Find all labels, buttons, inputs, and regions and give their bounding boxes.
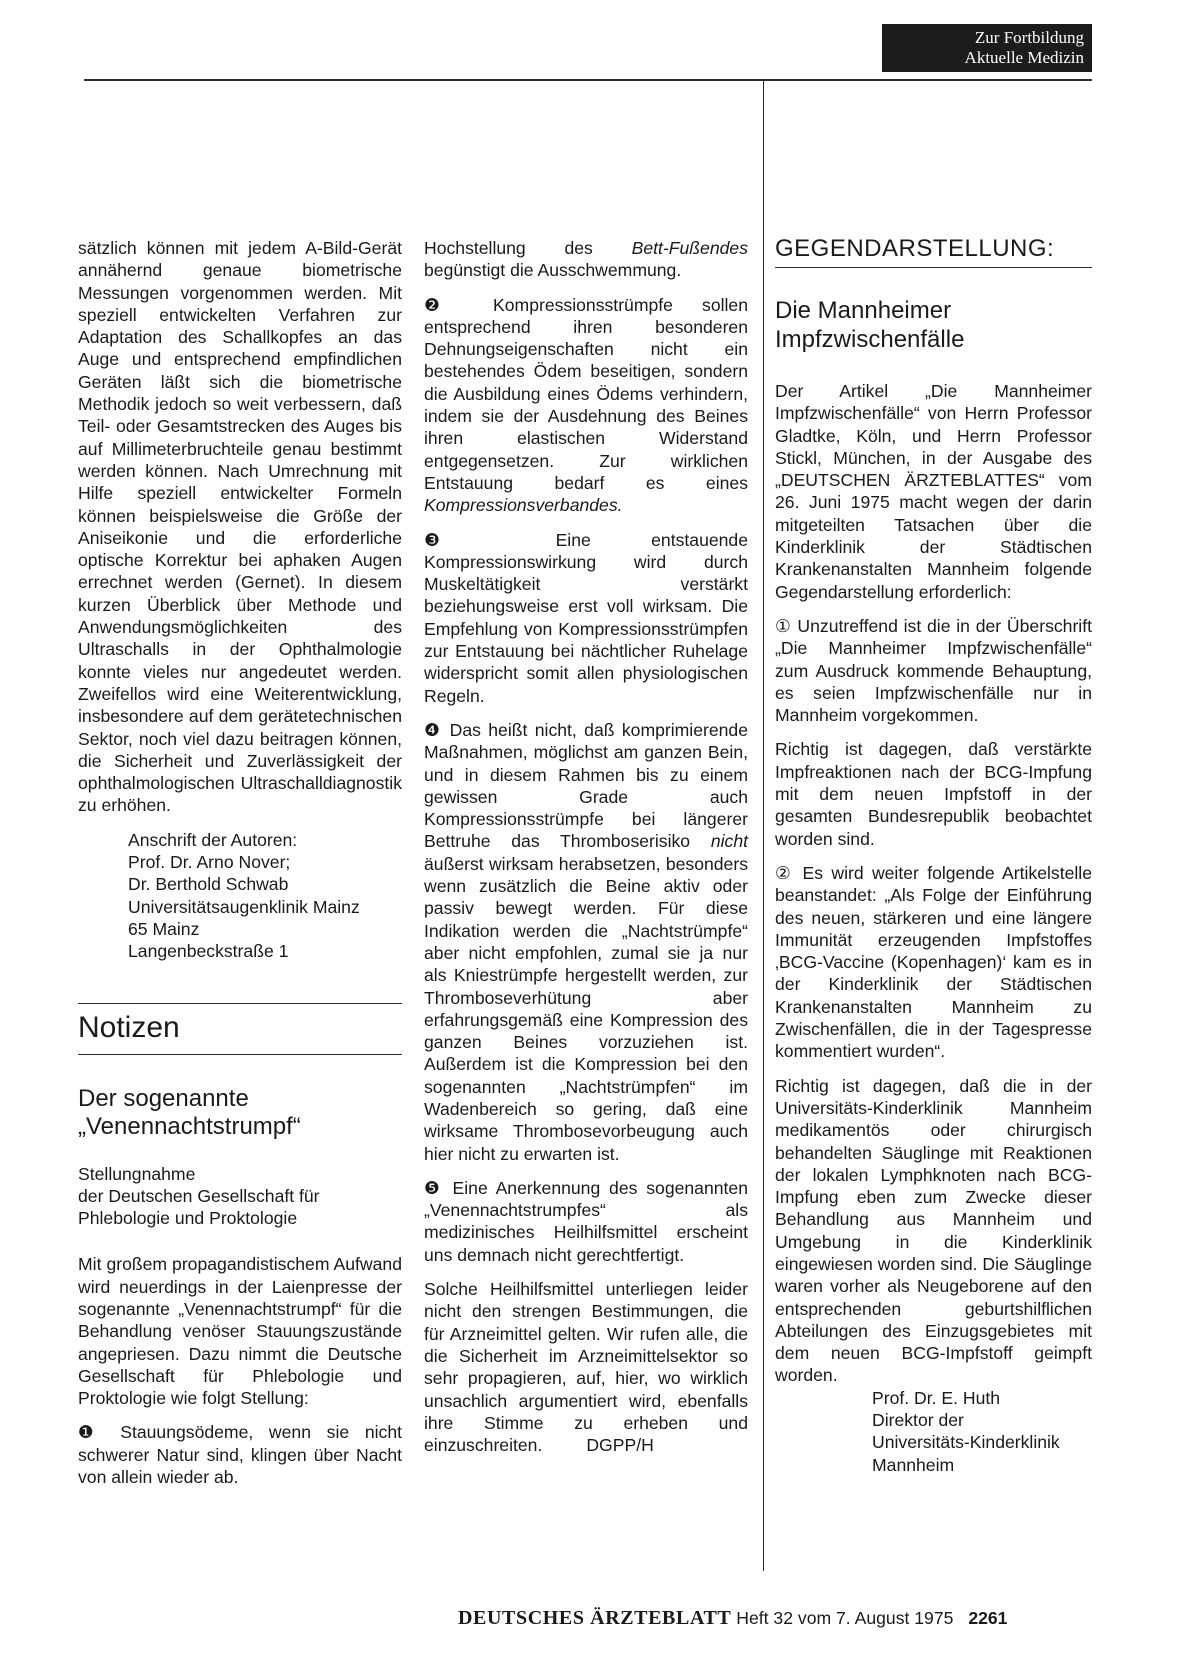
signature-code: DGPP/H	[586, 1435, 654, 1456]
point-1-paragraph: ❶ Stauungsödeme, wenn sie nicht schwerer Natur sind, klingen über Nacht von allein wieder ab.	[78, 1422, 402, 1488]
intro-paragraph: Mit großem propagandistischem Aufwand wird neuerdings in der Laienpresse der sogenannte „Venennachtstrumpf“ für die Behandlung venöser Stauungszustände angepriesen. Dazu nimmt die Deutsche Gesellschaft für Phlebologie und Proktologie wie folgt Stellung:	[78, 1254, 402, 1409]
section-header-tab	[882, 24, 1092, 72]
signature-line: Direktor der	[872, 1410, 964, 1431]
text-run: Solche Heilhilfsmittel unterliegen leider nicht den strengen Bestimmungen, die für Arzneimittel gelten. Wir rufen alle, die die Sicherheit im Arzneimittelsektor so sehr propagieren, auf, hier, wo wirklich unsachlich argumentiert wird, ebenfalls ihre Stimme zu erheben und einzuschreiten.	[424, 1279, 748, 1456]
journal-name: DEUTSCHES ÄRZTEBLATT	[458, 1607, 732, 1629]
address-line: Anschrift der Autoren:	[128, 829, 298, 850]
gegen-signature	[872, 1387, 1092, 1476]
mannheim-title-line2: Impfzwischenfälle	[775, 326, 965, 353]
point-1-continuation	[424, 237, 748, 282]
notizen-rule-top	[78, 1003, 402, 1004]
page-footer	[458, 1606, 1007, 1630]
italic-run: nicht	[710, 831, 748, 852]
gegen-intro-paragraph: Der Artikel „Die Mannheimer Impfzwischenfälle“ von Herrn Professor Gladtke, Köln, und Herrn Professor Stickl, München, in der Ausgabe des „DEUTSCHEN ÄRZTEBLATTES“ vom 26. Juni 1975 macht wegen der darin mitgeteilten Tatsachen über die Kinderklinik der Städtischen Krankenanstalten Mannheim folgende Gegendarstellung erforderlich:	[775, 381, 1092, 602]
gegen-correction-2-paragraph: Richtig ist dagegen, daß die in der Universitäts-Kinderklinik Mannheim medikamentös oder chirurgisch behandelten Säuglinge mit Reaktionen der lokalen Lymphknoten nach BCG-Impfung eben zum Zwecke dieser Behandlung aus Mannheim und Umgebung in die Kinderklinik eingewiesen worden sind. Die Säuglinge waren vorher als Neugeborene auf den entsprechenden geburtshilflichen Abteilungen des Einzugsgebietes mit dem neuen BCG-Impfstoff geimpft worden.	[775, 1075, 1092, 1386]
italic-run: Kompressionsverbandes.	[424, 495, 623, 516]
closing-paragraph	[424, 1278, 748, 1456]
gegen-point-1-paragraph: ① Unzutreffend ist die in der Überschrift „Die Mannheimer Impfzwischenfälle“ zum Ausdruck kommende Behauptung, es seien Impfzwischenfälle nur in Mannheim vorgekommen.	[775, 615, 1092, 726]
signature-line: Mannheim	[872, 1454, 955, 1475]
article-title	[78, 1085, 402, 1141]
gegen-point-2-paragraph: ② Es wird weiter folgende Artikelstelle beanstandet: „Als Folge der Einführung des neuen, stärkeren und eine längere Immunität erzeugenden Impfstoffes ‚BCG-Vaccine (Kopenhagen)‘ kam es in der Kinderklinik der Städtischen Krankenanstalten Mannheim zu Zwischenfällen, die in der Tagespresse kommentiert wurden“.	[775, 862, 1092, 1062]
gegendarstellung-rule	[775, 267, 1092, 268]
text-run: ❷ Kompressionsstrümpfe sollen entsprechend ihren besonderen Dehnungseigenschaften nicht ein bestehendes Ödem beseitigen, sondern die Ausbildung eines Ödems verhindern, indem sie der Ausdehnung des Beines ihren elastischen Widerstand entgegensetzen. Zur wirklichen Entstauung bedarf es eines	[424, 294, 748, 493]
address-line: 65 Mainz	[128, 918, 200, 939]
column-left	[78, 237, 402, 1488]
notizen-heading: Notizen	[78, 1010, 180, 1044]
section-header-line2: Aktuelle Medizin	[964, 48, 1084, 67]
ultraschall-conclusion-paragraph: sätzlich können mit jedem A-Bild-Gerät annähernd genaue biometrische Messungen vorgenommen werden. Mit speziell entwickelten Verfahren zur Adaptation des Schallkopfes an das Auge und entsprechend empfindlichen Geräten läßt sich die biometrische Methodik jedoch so weit verbessern, daß Teil- oder Gesamtstrecken des Auges bis auf Millimeterbruchteile genau bestimmt werden können. Nach Umrechnung mit Hilfe speziell entwickelter Formeln können beispielsweise die Größe der Aniseikonie und die erforderliche optische Korrektur bei aphaken Augen errechnet werden (Gernet). In diesem kurzen Überblick über Methode und Anwendungsmöglichkeiten des Ultraschalls in der Ophthalmologie konnte vieles nur angedeutet werden. Zweifellos wird eine Weiterentwicklung, insbesondere auf dem gerätetechnischen Sektor, noch viel dazu beitragen können, die Sicherheit und Zuverlässigkeit der ophthalmologischen Ultraschalldiagnostik zu erhöhen.	[78, 238, 402, 816]
article-title-line1: Der sogenannte	[78, 1084, 249, 1112]
author-address	[128, 829, 402, 963]
issue-info: Heft 32 vom 7. August 1975	[736, 1608, 954, 1628]
address-line: Langenbeckstraße 1	[128, 941, 289, 962]
point-5-paragraph: ❺ Eine Anerkennung des sogenannten „Venennachtstrumpfes“ als medizinisches Heilhilfsmittel erscheint uns demnach nicht gerechtfertigt.	[424, 1177, 748, 1265]
section-header-line1: Zur Fortbildung	[974, 28, 1084, 47]
notizen-rule-bottom	[78, 1054, 402, 1055]
address-line: Universitätsaugenklinik Mainz	[128, 896, 360, 917]
column-right	[775, 237, 1092, 1476]
article-title-line2: „Venennachtstrumpf“	[78, 1112, 301, 1140]
address-line: Prof. Dr. Arno Nover;	[128, 852, 291, 873]
mannheim-title-line1: Die Mannheimer	[775, 297, 952, 324]
text-run: Hochstellung des	[424, 238, 632, 258]
signature-line: Prof. Dr. E. Huth	[872, 1387, 1001, 1408]
top-rule	[84, 79, 1092, 81]
column-divider	[763, 79, 764, 1571]
address-line: Dr. Berthold Schwab	[128, 874, 289, 895]
text-run: äußerst wirksam herabsetzen, besonders wenn zusätzlich die Beine aktiv oder passiv bewegt werden. Für diese Indikation werden die „Nachtstrümpfe“ aber nicht empfohlen, zumal sie ja nur als Kniestrümpfe hergestellt werden, zur Thromboseverhütung aber erfahrungsgemäß eine Kompression des ganzen Beines vorzuziehen ist. Außerdem ist die Kompression bei den sogenannten „Nachtstrümpfen“ im Wadenbereich so gering, daß eine wirksame Thrombosevorbeugung auch hier nicht zu erwarten ist.	[424, 853, 748, 1164]
statement-line: Phlebologie und Proktologie	[78, 1208, 298, 1229]
column-middle	[424, 237, 748, 1456]
signature-line: Universitäts-Kinderklinik	[872, 1432, 1060, 1453]
italic-run: Bett-Fußendes	[631, 238, 748, 258]
statement-line: der Deutschen Gesellschaft für	[78, 1185, 320, 1206]
statement-byline	[78, 1163, 402, 1230]
gegendarstellung-heading: GEGENDARSTELLUNG:	[775, 235, 1055, 262]
point-2-paragraph	[424, 294, 748, 517]
point-3-paragraph: ❸ Eine entstauende Kompressionswirkung wird durch Muskeltätigkeit verstärkt beziehungsweise erst voll wirksam. Die Empfehlung von Kompressionsstrümpfen zur Entstauung bei nächtlicher Ruhelage widerspricht somit allen physiologischen Regeln.	[424, 529, 748, 706]
gegen-correction-1-paragraph: Richtig ist dagegen, daß verstärkte Impfreaktionen nach der BCG-Impfung mit dem neuen Impfstoff in der gesamten Bundesrepublik beobachtet worden sind.	[775, 739, 1092, 849]
text-run: begünstigt die Ausschwemmung.	[424, 260, 682, 281]
point-4-paragraph	[424, 719, 748, 1165]
mannheim-article-title	[775, 296, 1092, 354]
statement-line: Stellungnahme	[78, 1163, 196, 1184]
page-number: 2261	[968, 1608, 1008, 1628]
text-run: ❹ Das heißt nicht, daß komprimierende Maßnahmen, möglichst am ganzen Bein, und in diesem Rahmen bis zu einem gewissen Grade auch Kompressionsstrümpfe bei längerer Bettruhe das Thromboserisiko	[424, 719, 748, 852]
